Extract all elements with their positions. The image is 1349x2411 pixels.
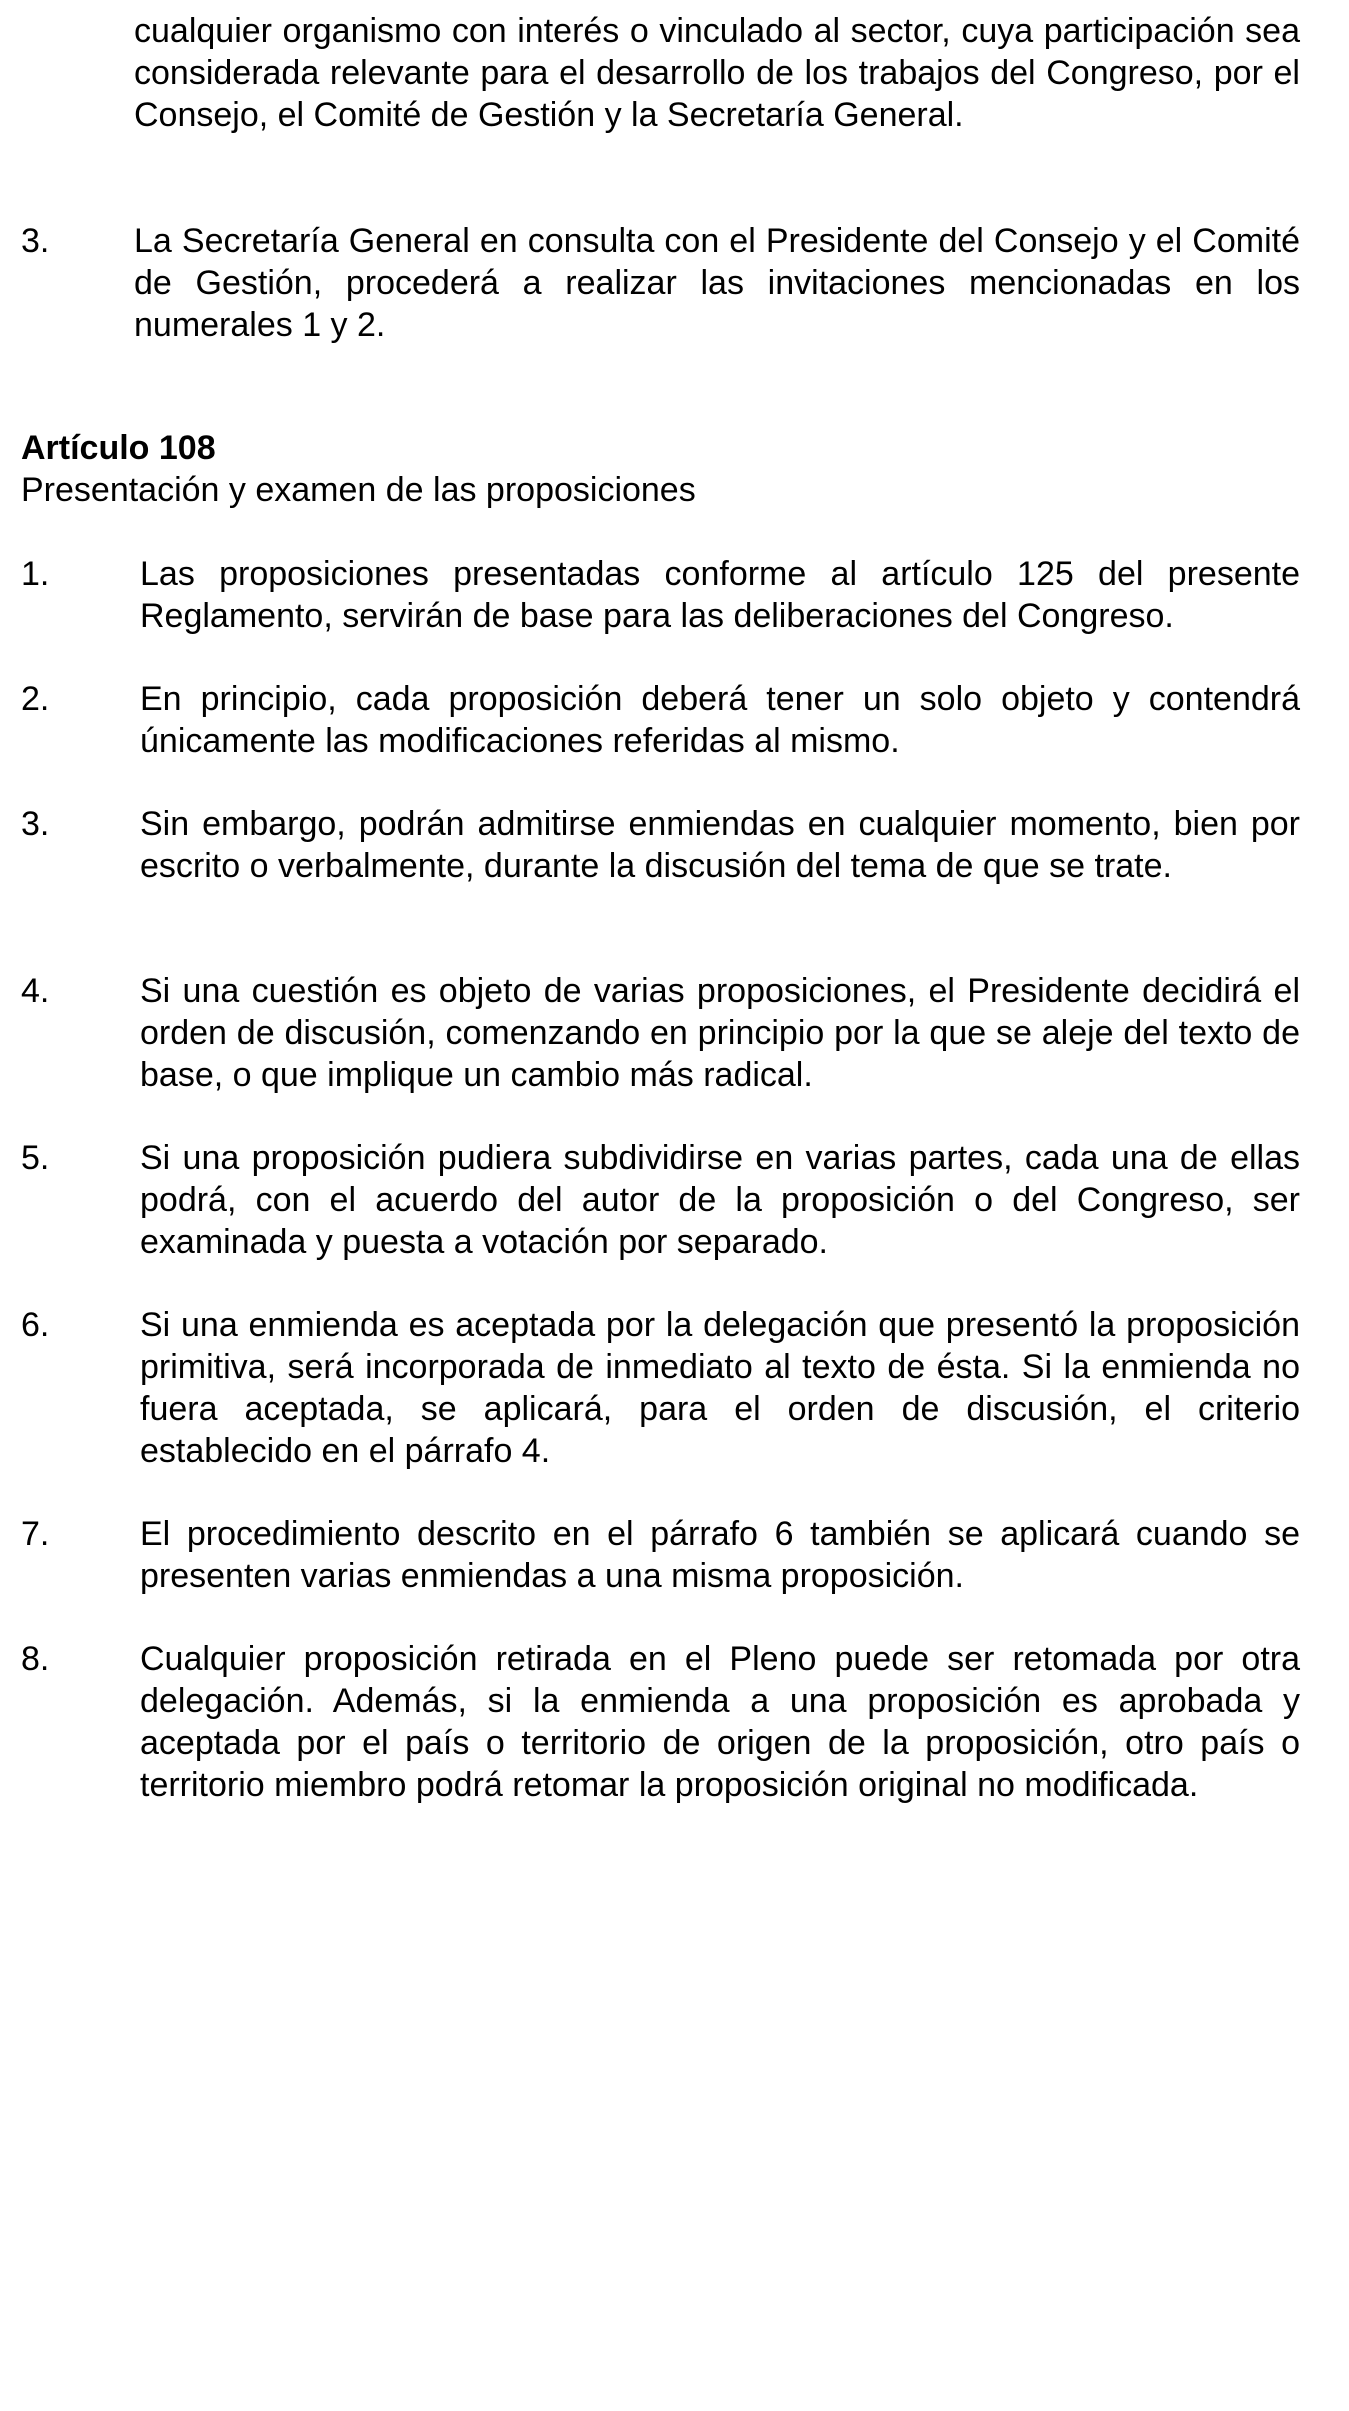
list-item-text: Si una cuestión es objeto de varias proposiciones, el Presidente decidirá el orden de discusión, comenzando en principio por la que se aleje del texto de base, o que implique un cambio más radical. [140,972,1300,1094]
list-item-text: La Secretaría General en consulta con el Presidente del Consejo y el Comité de Gestión, procederá a realizar las invitaciones mencionadas en los numerales 1 y 2. [134,222,1300,344]
list-item-text: Si una proposición pudiera subdividirse en varias partes, cada una de ellas podrá, con el acuerdo del autor de la proposición o del Congreso, ser examinada y puesta a votación por separado. [140,1139,1300,1261]
list-item-number: 6. [21,1306,50,1344]
list-item-number: 4. [21,972,50,1010]
list-item-text: Cualquier proposición retirada en el Pleno puede ser retomada por otra delegación. Además, si la enmienda a una proposición es aprobada y aceptada por el país o territorio de origen de la proposición, otro país o territorio miembro podrá retomar la proposición original no modificada. [140,1640,1300,1804]
list-item-number: 2. [21,680,50,718]
list-item-text: En principio, cada proposición deberá tener un solo objeto y contendrá únicamente las modificaciones referidas al mismo. [140,680,1300,760]
list-item-number: 5. [21,1139,50,1177]
article-subtitle: Presentación y examen de las proposiciones [21,471,696,509]
list-item-number: 7. [21,1515,50,1553]
continuation-paragraph: cualquier organismo con interés o vinculado al sector, cuya participación sea considerada relevante para el desarrollo de los trabajos del Congreso, por el Consejo, el Comité de Gestión y la Secretaría General. [134,12,1300,134]
list-item-text: Sin embargo, podrán admitirse enmiendas en cualquier momento, bien por escrito o verbalmente, durante la discusión del tema de que se trate. [140,805,1300,885]
article-title: Artículo 108 [21,429,216,467]
list-item-number: 1. [21,555,50,593]
list-item-text: Si una enmienda es aceptada por la delegación que presentó la proposición primitiva, será incorporada de inmediato al texto de ésta. Si la enmienda no fuera aceptada, se aplicará, para el orden de discusión, el criterio establecido en el párrafo 4. [140,1306,1300,1470]
list-item-text: Las proposiciones presentadas conforme al artículo 125 del presente Reglamento, servirán de base para las deliberaciones del Congreso. [140,555,1300,635]
list-item-number: 3. [21,222,50,260]
list-item-number: 8. [21,1640,50,1678]
list-item-number: 3. [21,805,50,843]
list-item-text: El procedimiento descrito en el párrafo 6 también se aplicará cuando se presenten varias enmiendas a una misma proposición. [140,1515,1300,1595]
